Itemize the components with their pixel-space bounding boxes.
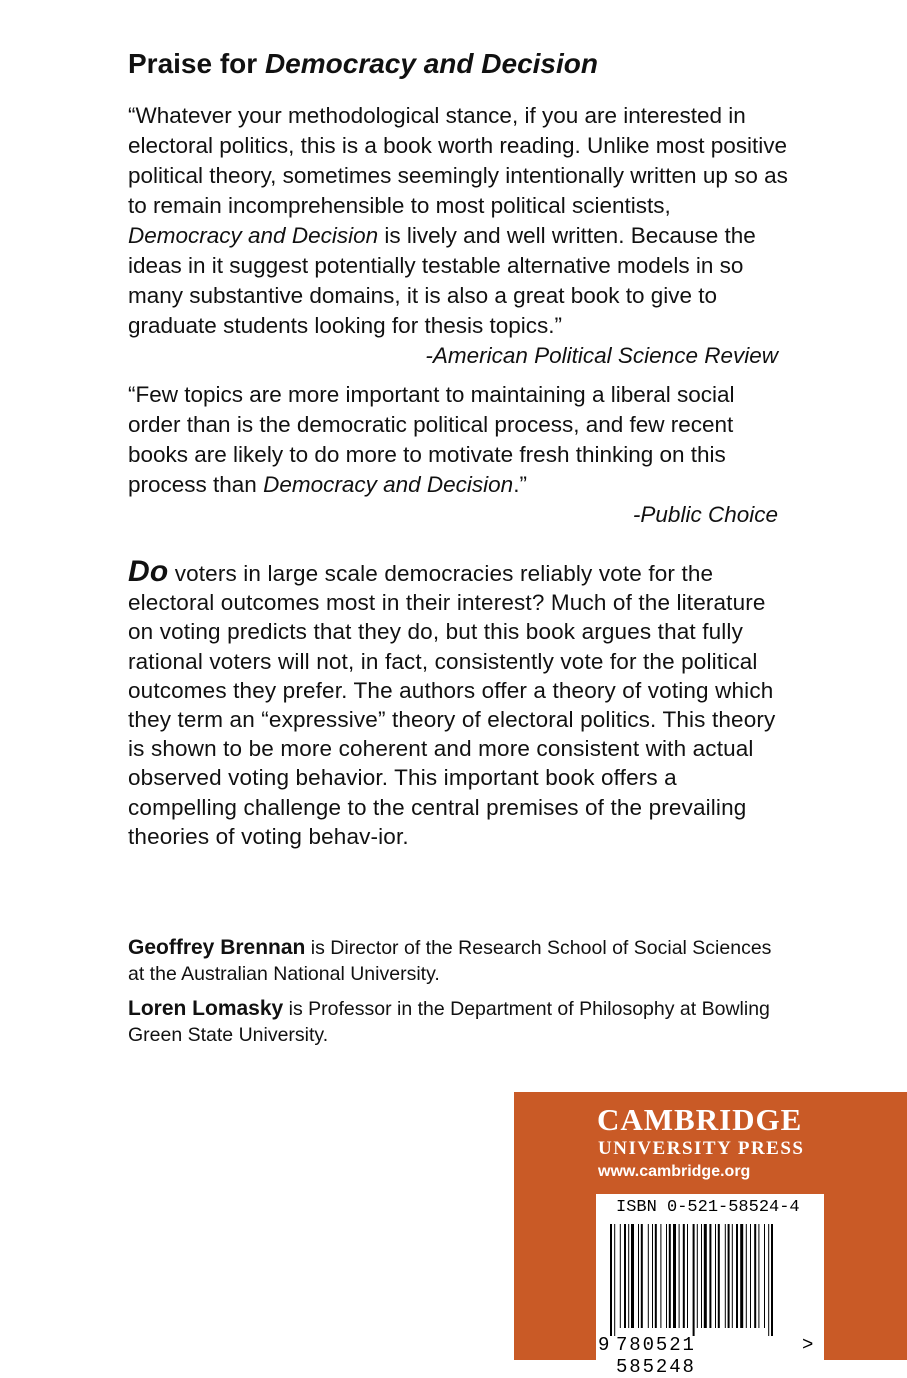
barcode-bar <box>771 1224 773 1336</box>
quote-text: .” <box>513 472 527 497</box>
barcode-bar <box>704 1224 707 1328</box>
barcode-bar <box>697 1224 698 1328</box>
barcode-bar <box>683 1224 685 1328</box>
ean-digits: 780521 585248 <box>616 1334 696 1378</box>
barcode-box <box>596 1194 824 1378</box>
barcode-bar <box>746 1224 747 1328</box>
quote-text: “Whatever your methodological stance, if you are interested in electoral politics, this is a book worth reading. Unlike most positive political theory, sometimes seemingly intentionally written up so as to remain incomprehensible to most political scientists, <box>128 103 788 218</box>
author-name: Loren Lomasky <box>128 997 284 1020</box>
barcode-bar <box>679 1224 680 1328</box>
ean-end-marker: > <box>802 1334 814 1356</box>
praise-heading <box>128 48 788 80</box>
author-bio-text: is Professor in the Department of Philosophy at Bowling Green State University. <box>128 998 770 1046</box>
barcode-bar <box>614 1224 615 1336</box>
barcode-bar <box>655 1224 657 1328</box>
book-description <box>128 557 788 851</box>
barcode-bar <box>638 1224 639 1328</box>
quote-source: -American Political Science Review <box>425 343 778 368</box>
quote-book-title: Democracy and Decision <box>128 223 379 248</box>
barcode-bar <box>610 1224 612 1336</box>
review-quote-apsr <box>128 101 788 371</box>
publisher-website: www.cambridge.org <box>598 1163 751 1180</box>
barcode-bar <box>718 1224 720 1328</box>
author-bio-text: is Director of the Research School of Social Sciences at the Australian National University. <box>128 937 772 985</box>
quote-book-title: Democracy and Decision <box>263 472 514 497</box>
quote-text: “Few topics are more important to maintaining a liberal social order than is the democratic political process, and few recent books are likely to do more to motivate fresh thinking on this process than <box>128 382 735 497</box>
barcode-bar <box>750 1224 751 1328</box>
author-name: Geoffrey Brennan <box>128 936 306 959</box>
barcode-bar <box>669 1224 671 1328</box>
description-text: voters in large scale democracies reliably vote for the electoral outcomes most in their interest? Much of the literature on voting predicts that they do, but this book argues that fully rational voters will not, in fact, consistently vote for the political outcomes they prefer. The authors offer a theory of voting which they term an “expressive” theory of electoral politics. This theory is shown to be more coherent and more consistent with actual observed voting behavior. This important book offers a compelling challenge to the central premises of the prevailing theories of voting behav-ior. <box>128 561 776 849</box>
praise-heading-prefix: Praise for <box>128 48 265 79</box>
barcode-bar <box>725 1224 726 1328</box>
praise-heading-book: Democracy and Decision <box>264 48 598 79</box>
barcode-bar <box>709 1224 711 1328</box>
quote-text: is lively and well written. Because the ideas in it suggest potentially testable alternative models in so many substantive domains, it is also a great book to give to graduate students looking for thesis topics.” <box>128 223 756 338</box>
barcode-bar <box>687 1224 688 1328</box>
barcode-bar <box>740 1224 743 1328</box>
barcode-bar <box>652 1224 653 1328</box>
description-dropcap: Do <box>128 555 169 588</box>
barcode-bar <box>754 1224 756 1328</box>
barcode-bar <box>764 1224 765 1328</box>
publisher-subtitle: UNIVERSITY PRESS <box>598 1138 805 1159</box>
publisher-panel <box>514 1092 907 1378</box>
barcode-bar <box>758 1224 759 1328</box>
barcode-bar <box>693 1224 695 1336</box>
publisher-name: CAMBRIDGE <box>597 1102 803 1137</box>
isbn-label: ISBN 0-521-58524-4 <box>616 1198 800 1217</box>
ean-number <box>598 1334 814 1378</box>
barcode-bar <box>641 1224 643 1328</box>
quote-source: -Public Choice <box>632 502 778 527</box>
barcode-bar <box>660 1224 661 1328</box>
barcode-bar <box>701 1224 702 1328</box>
barcode-graphic <box>610 1224 810 1336</box>
barcode-bar <box>673 1224 676 1328</box>
barcode-bar <box>732 1224 733 1328</box>
barcode-bar <box>631 1224 634 1328</box>
review-quote-public-choice <box>128 380 788 530</box>
barcode-bar <box>648 1224 649 1328</box>
barcode-bar <box>728 1224 730 1328</box>
ean-first-digit: 9 <box>598 1334 610 1356</box>
barcode-bar <box>768 1224 769 1336</box>
barcode-bar <box>666 1224 667 1328</box>
barcode-bar <box>736 1224 738 1328</box>
author-bio-brennan <box>128 935 788 987</box>
barcode-bar <box>628 1224 629 1328</box>
barcode-bar <box>620 1224 621 1328</box>
author-bio-lomasky <box>128 996 788 1048</box>
barcode-bar <box>624 1224 626 1328</box>
barcode-bar <box>715 1224 716 1328</box>
